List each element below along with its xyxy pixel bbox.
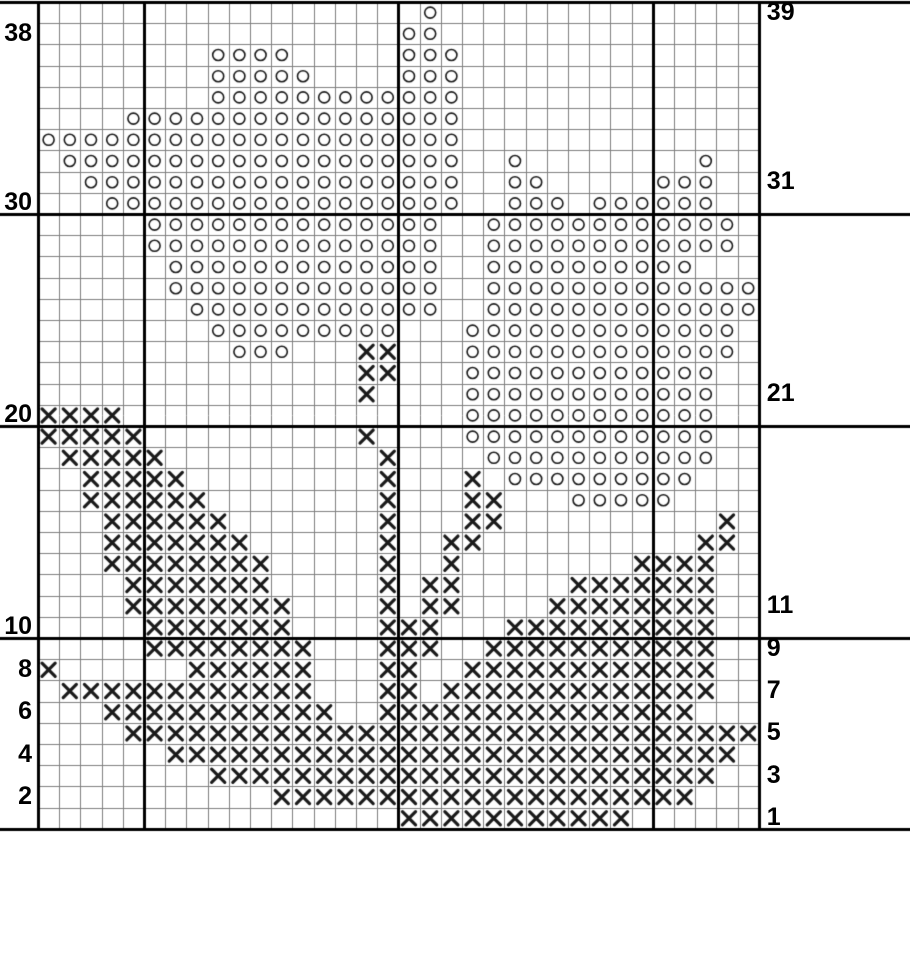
row-label-right-7: 7 [766, 676, 781, 704]
row-label-left-20: 20 [4, 400, 32, 429]
row-label-left-10: 10 [4, 612, 32, 641]
row-label-left-30: 30 [4, 188, 32, 217]
row-label-left-6: 6 [18, 697, 32, 726]
row-label-right-9: 9 [766, 633, 781, 662]
row-label-right-3: 3 [766, 760, 781, 789]
row-label-right-21: 21 [766, 379, 795, 408]
row-label-right-11: 11 [766, 591, 794, 620]
row-label-right-1: 1 [766, 803, 781, 832]
row-label-right-39: 39 [766, 0, 795, 26]
row-label-right-31: 31 [766, 167, 795, 196]
row-label-right-5: 5 [766, 718, 781, 747]
row-label-left-4: 4 [18, 739, 32, 768]
row-label-left-38: 38 [4, 18, 32, 47]
row-label-left-2: 2 [18, 782, 32, 810]
row-label-left-8: 8 [18, 654, 32, 683]
